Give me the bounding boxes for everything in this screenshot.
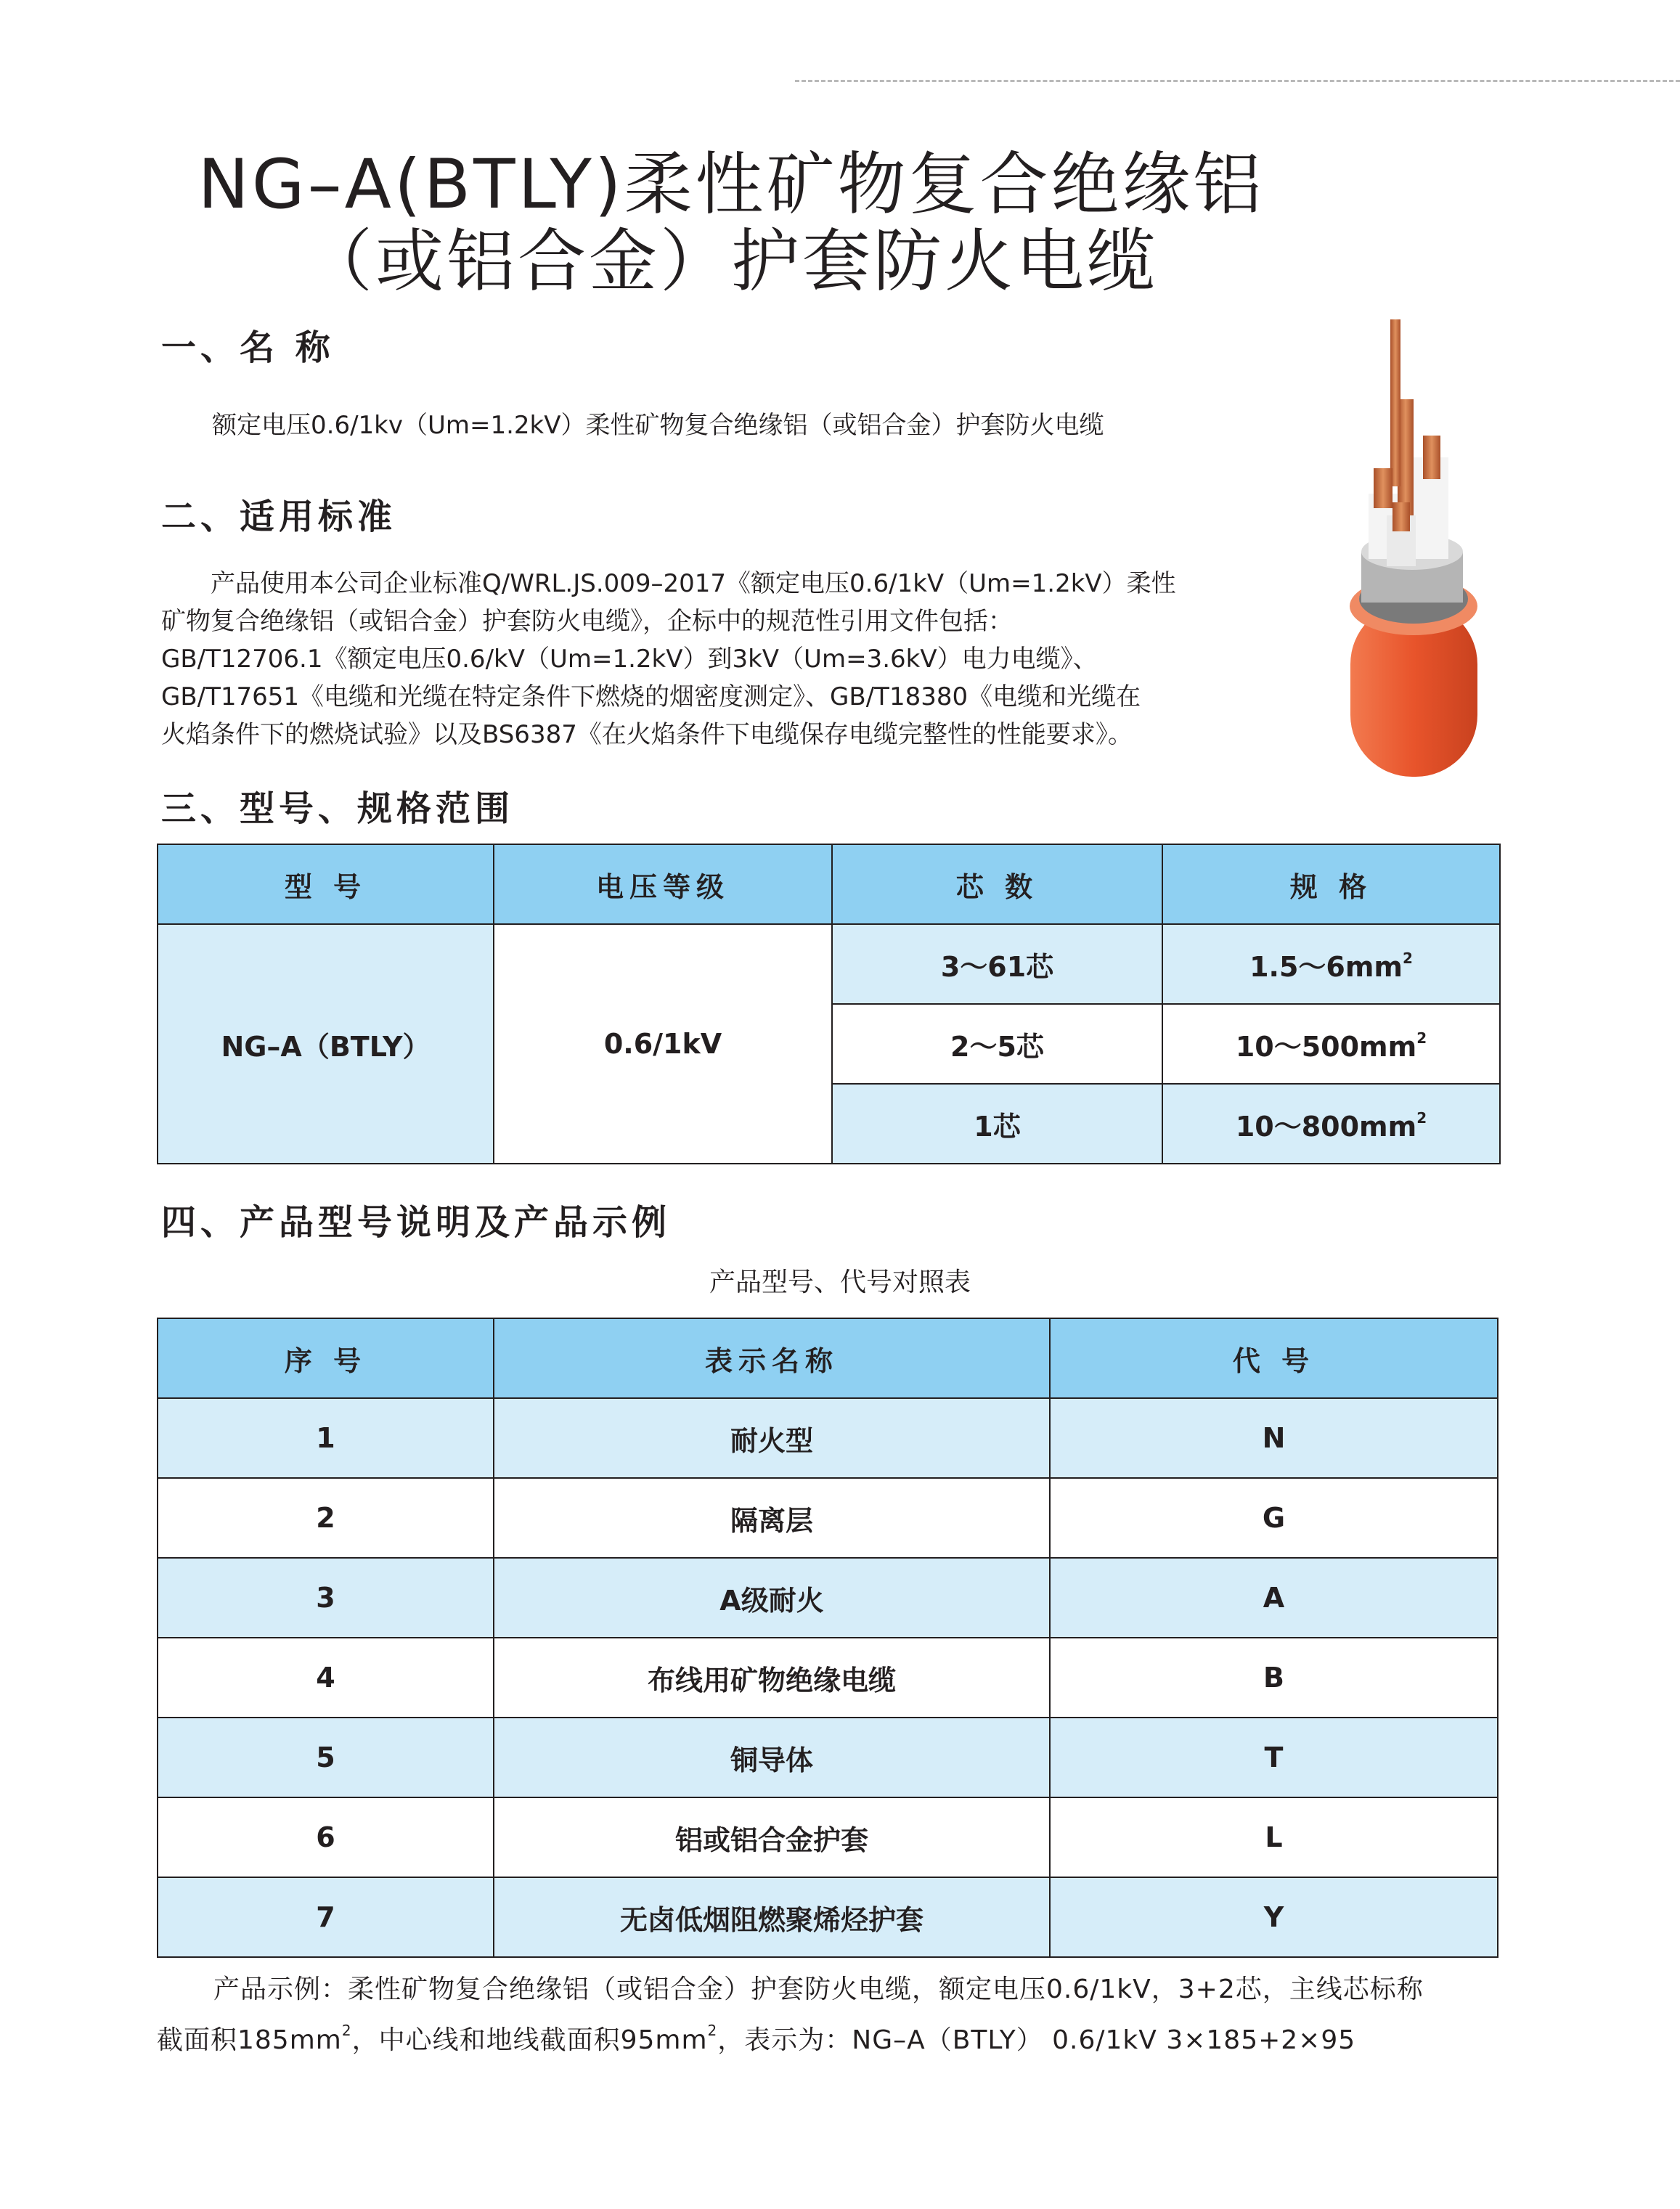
row-code: T [1050, 1718, 1498, 1797]
example-text-line2 [157, 2020, 1355, 2057]
decorative-dashed-line [795, 80, 1680, 82]
row-no: 6 [158, 1797, 494, 1877]
superscript: 2 [707, 2022, 718, 2039]
model-code-table [157, 1318, 1498, 1958]
table-row [158, 1638, 1498, 1718]
row-code: B [1050, 1638, 1498, 1718]
page-title-line1: NG–A(BTLY)柔性矿物复合绝缘铝 [197, 145, 1265, 224]
header-name: 表示名称 [494, 1318, 1050, 1398]
section2-line: 火焰条件下的燃烧试验》以及BS6387《在火焰条件下电缆保存电缆完整性的性能要求》。 [161, 720, 1133, 749]
row-no: 1 [158, 1398, 494, 1478]
spec-value: 10～500mm [1235, 1030, 1417, 1063]
row-name: 无卤低烟阻燃聚烯烃护套 [494, 1877, 1050, 1957]
row-code: G [1050, 1478, 1498, 1558]
superscript: 2 [341, 2022, 352, 2039]
header-voltage: 电压等级 [494, 844, 832, 924]
cores-cell: 3～61芯 [832, 924, 1162, 1004]
row-no: 7 [158, 1877, 494, 1957]
row-code: N [1050, 1398, 1498, 1478]
row-no: 3 [158, 1558, 494, 1638]
model-cell: NG–A（BTLY） [158, 924, 494, 1164]
example-part: ，表示为：NG–A（BTLY） 0.6/1kV 3×185+2×95 [717, 2025, 1356, 2055]
example-text-line1: 产品示例：柔性矿物复合绝缘铝（或铝合金）护套防火电缆，额定电压0.6/1kV，3+2芯，主线芯标称 [213, 1975, 1424, 2004]
superscript: 2 [1416, 1029, 1427, 1047]
table-row [158, 1877, 1498, 1957]
header-model: 型 号 [158, 844, 494, 924]
superscript: 2 [1416, 1108, 1427, 1127]
table-row [158, 924, 1500, 1004]
example-part: 截面积185mm [157, 2025, 342, 2055]
header-cores: 芯 数 [832, 844, 1162, 924]
spec-range-table [157, 844, 1501, 1164]
row-code: Y [1050, 1877, 1498, 1957]
row-no: 5 [158, 1718, 494, 1797]
section2-line: GB/T17651《电缆和光缆在特定条件下燃烧的烟密度测定》、GB/T18380《电缆和光缆在 [161, 682, 1141, 711]
spec-value: 1.5～6mm [1249, 950, 1403, 983]
section1-text: 额定电压0.6/1kv（Um=1.2kV）柔性矿物复合绝缘铝（或铝合金）护套防火电缆 [212, 411, 1104, 440]
section4-heading: 四、产品型号说明及产品示例 [161, 1202, 672, 1243]
table-row [158, 1558, 1498, 1638]
cable-cross-section-illustration [1329, 312, 1496, 791]
row-name: 铝或铝合金护套 [494, 1797, 1050, 1877]
header-code: 代 号 [1050, 1318, 1498, 1398]
row-no: 2 [158, 1478, 494, 1558]
row-name: 铜导体 [494, 1718, 1050, 1797]
spec-cell [1162, 924, 1500, 1004]
table-header-row [158, 844, 1500, 924]
row-name: 耐火型 [494, 1398, 1050, 1478]
table-row [158, 1478, 1498, 1558]
spec-cell [1162, 1004, 1500, 1084]
spec-value: 10～800mm [1235, 1110, 1417, 1143]
section2-text [161, 565, 1316, 754]
header-no: 序 号 [158, 1318, 494, 1398]
table-row [158, 1398, 1498, 1478]
section2-heading: 二、适用标准 [161, 497, 397, 537]
section1-heading: 一、名 称 [161, 327, 335, 368]
section2-line: 矿物复合绝缘铝（或铝合金）护套防火电缆》，企标中的规范性引用文件包括： [161, 607, 1013, 636]
table-row [158, 1718, 1498, 1797]
table-header-row [158, 1318, 1498, 1398]
example-part: ，中心线和地线截面积95mm [351, 2025, 708, 2055]
row-name: 隔离层 [494, 1478, 1050, 1558]
spec-cell [1162, 1084, 1500, 1164]
row-code: L [1050, 1797, 1498, 1877]
header-spec: 规 格 [1162, 844, 1500, 924]
row-code: A [1050, 1558, 1498, 1638]
row-name: A级耐火 [494, 1558, 1050, 1638]
section2-line: GB/T12706.1《额定电压0.6/kV（Um=1.2kV）到3kV（Um=3.6kV）电力电缆》、 [161, 645, 1098, 674]
cores-cell: 2～5芯 [832, 1004, 1162, 1084]
section3-heading: 三、型号、规格范围 [161, 788, 515, 829]
section2-line: 产品使用本公司企业标准Q/WRL.JS.009–2017《额定电压0.6/1kV（Um=1.2kV）柔性 [161, 569, 1176, 598]
voltage-cell: 0.6/1kV [494, 924, 832, 1164]
cores-cell: 1芯 [832, 1084, 1162, 1164]
superscript: 2 [1403, 949, 1413, 967]
page-title-line2: （或铝合金）护套防火电缆 [303, 222, 1158, 301]
row-name: 布线用矿物绝缘电缆 [494, 1638, 1050, 1718]
table-row [158, 1797, 1498, 1877]
row-no: 4 [158, 1638, 494, 1718]
table-caption: 产品型号、代号对照表 [709, 1267, 971, 1297]
